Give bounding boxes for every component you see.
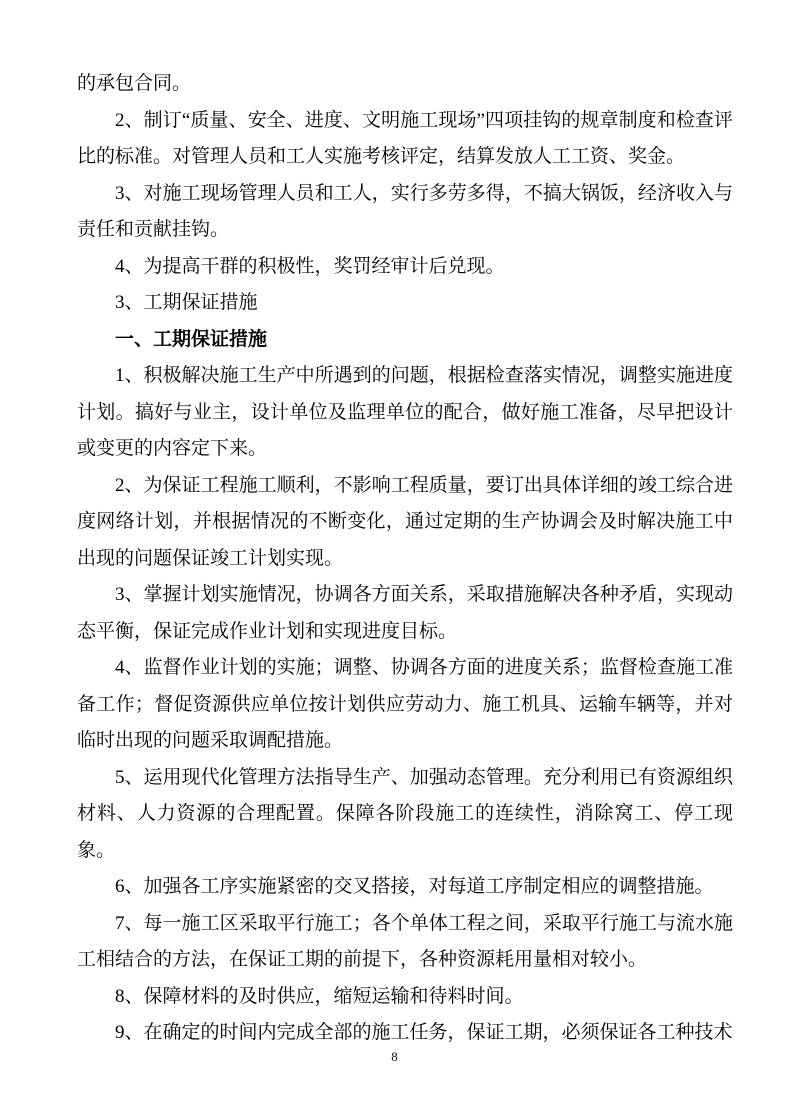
paragraph: 3、对施工现场管理人员和工人，实行多劳多得，不搞大锅饭，经济收入与责任和贡献挂钩。 [77, 182, 733, 240]
paragraph: 2、为保证工程施工顺利，不影响工程质量，要订出具体详细的竣工综合进度网络计划，并根据情况的不断变化，通过定期的生产协调会及时解决施工中出现的问题保证竣工计划实现。 [77, 474, 733, 569]
paragraph: 的承包合同。 [77, 73, 192, 94]
paragraph: 2、制订“质量、安全、进度、文明施工现场”四项挂钩的规章制度和检查评比的标准。对管理人员和工人实施考核评定，结算发放人工工资、奖金。 [77, 109, 733, 167]
paragraph: 5、运用现代化管理方法指导生产、加强动态管理。充分利用已有资源组织材料、人力资源的合理配置。保障各阶段施工的连续性，消除窝工、停工现象。 [77, 766, 733, 861]
paragraph: 4、为提高干群的积极性，奖罚经审计后兑现。 [115, 255, 505, 277]
paragraph: 4、监督作业计划的实施；调整、协调各方面的进度关系；监督检查施工准备工作；督促资源供应单位按计划供应劳动力、施工机具、运输车辆等，并对临时出现的问题采取调配措施。 [77, 657, 733, 751]
paragraph: 7、每一施工区采取平行施工；各个单体工程之间，采取平行施工与流水施工相结合的方法，在保证工期的前提下，各种资源耗用量相对较小。 [77, 912, 733, 970]
paragraph: 3、掌握计划实施情况，协调各方面关系，采取措施解决各种矛盾，实现动态平衡，保证完成作业计划和实现进度目标。 [77, 584, 733, 642]
paragraph: 1、积极解决施工生产中所遇到的问题，根据检查落实情况，调整实施进度计划。搞好与业主，设计单位及监理单位的配合，做好施工准备，尽早把设计或变更的内容定下来。 [77, 365, 733, 459]
paragraph: 9、在确定的时间内完成全部的施工任务，保证工期，必须保证各工种技术 [115, 1022, 733, 1043]
paragraph: 8、保障材料的及时供应，缩短运输和待料时间。 [115, 985, 524, 1007]
page-number: 8 [391, 1049, 398, 1064]
paragraph: 3、工期保证措施 [115, 292, 258, 313]
paragraph: 6、加强各工序实施紧密的交叉搭接，对每道工序制定相应的调整措施。 [115, 876, 714, 897]
document-body [77, 66, 733, 1052]
section-heading: 一、工期保证措施 [115, 328, 268, 350]
